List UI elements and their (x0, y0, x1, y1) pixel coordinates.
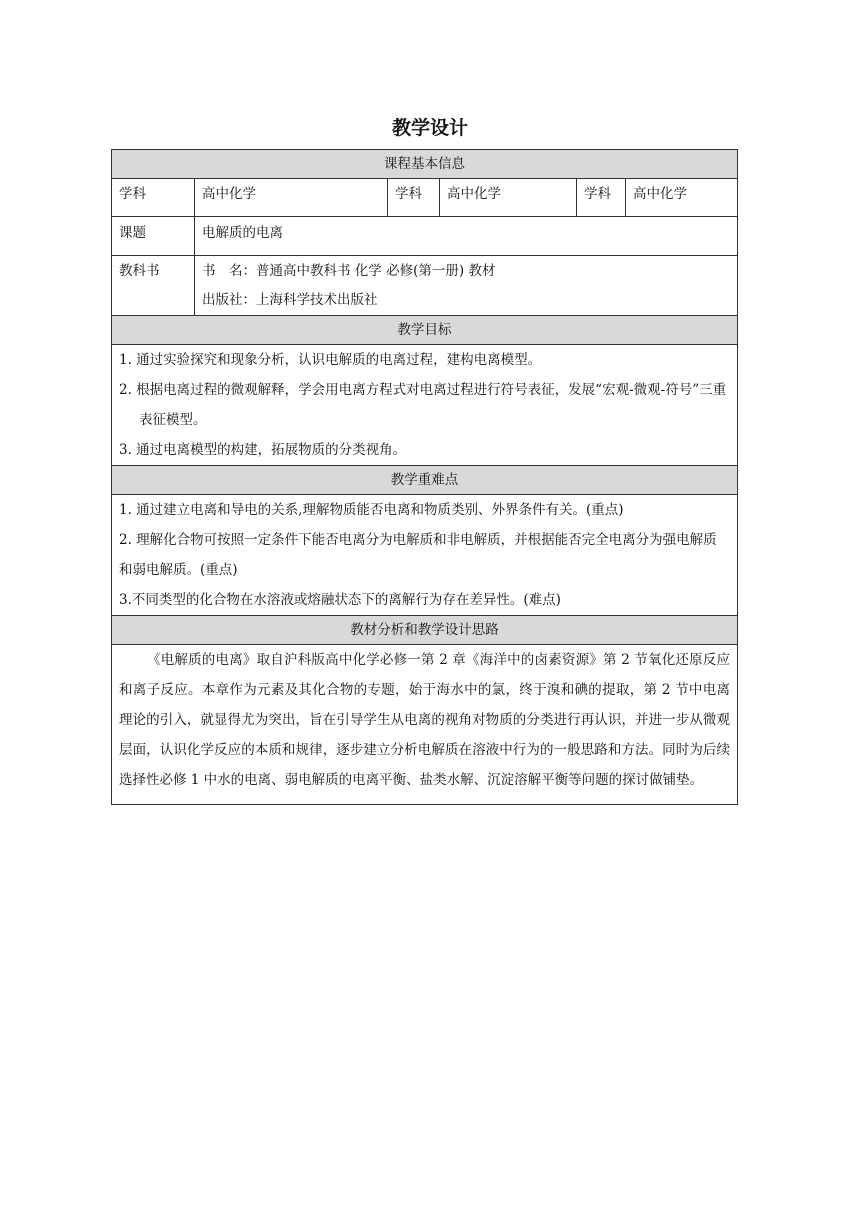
subject-value: 高中化学 (626, 179, 738, 217)
textbook-info (195, 256, 738, 316)
topic-row (112, 217, 738, 256)
key-points-list (112, 495, 738, 616)
section-header-analysis: 教材分析和教学设计思路 (112, 616, 738, 645)
textbook-row (112, 256, 738, 316)
section-header-objectives: 教学目标 (112, 316, 738, 345)
subject-row (112, 179, 738, 217)
textbook-name: 书 名：普通高中教科书 化学 必修(第一册) 教材 (202, 263, 496, 279)
topic-value: 电解质的电离 (195, 217, 738, 256)
subject-label: 学科 (577, 179, 626, 217)
list-item: 1. 通过建立电离和导电的关系,理解物质能否电离和物质类别、外界条件有关。(重点) (119, 502, 624, 518)
lesson-design-table (111, 149, 738, 805)
list-item: 1. 通过实验探究和现象分析，认识电解质的电离过程，建构电离模型。 (119, 352, 542, 368)
document-title: 教学设计 (391, 117, 468, 139)
subject-label: 学科 (388, 179, 440, 217)
subject-value: 高中化学 (440, 179, 577, 217)
section-header-basic-info: 课程基本信息 (112, 150, 738, 179)
list-item: 2. 根据电离过程的微观解释，学会用电离方程式对电离过程进行符号表征，发展“宏观-微观-符号”三重表征模型。 (119, 382, 727, 428)
list-item: 3.不同类型的化合物在水溶液或熔融状态下的离解行为存在差异性。(难点) (119, 592, 561, 608)
textbook-publisher: 出版社：上海科学技术出版社 (202, 292, 378, 308)
list-item: 2. 理解化合物可按照一定条件下能否电离分为电解质和非电解质，并根据能否完全电离分为强电解质和弱电解质。(重点) (119, 532, 717, 578)
section-header-key-points: 教学重难点 (112, 466, 738, 495)
subject-label: 学科 (112, 179, 195, 217)
subject-value: 高中化学 (195, 179, 388, 217)
analysis-paragraph: 《电解质的电离》取自沪科版高中化学必修一第 2 章《海洋中的卤素资源》第 2 节氧化还原反应和离子反应。本章作为元素及其化合物的专题，始于海水中的氯，终于溴和碘的提取，第 2 节中电离理论的引入，就显得尤为突出，旨在引导学生从电离的视角对物质的分类进行再认识，并进一步从微观层面，认识化学反应的本质和规律，逐步建立分析电解质在溶液中行为的一般思路和方法。同时为后续选择性必修 1 中水的电离、弱电解质的电离平衡、盐类水解、沉淀溶解平衡等问题的探讨做铺垫。 (112, 645, 738, 805)
objectives-list (112, 345, 738, 466)
list-item: 3. 通过电离模型的构建，拓展物质的分类视角。 (119, 442, 407, 458)
topic-label: 课题 (112, 217, 195, 256)
textbook-label: 教科书 (112, 256, 195, 316)
